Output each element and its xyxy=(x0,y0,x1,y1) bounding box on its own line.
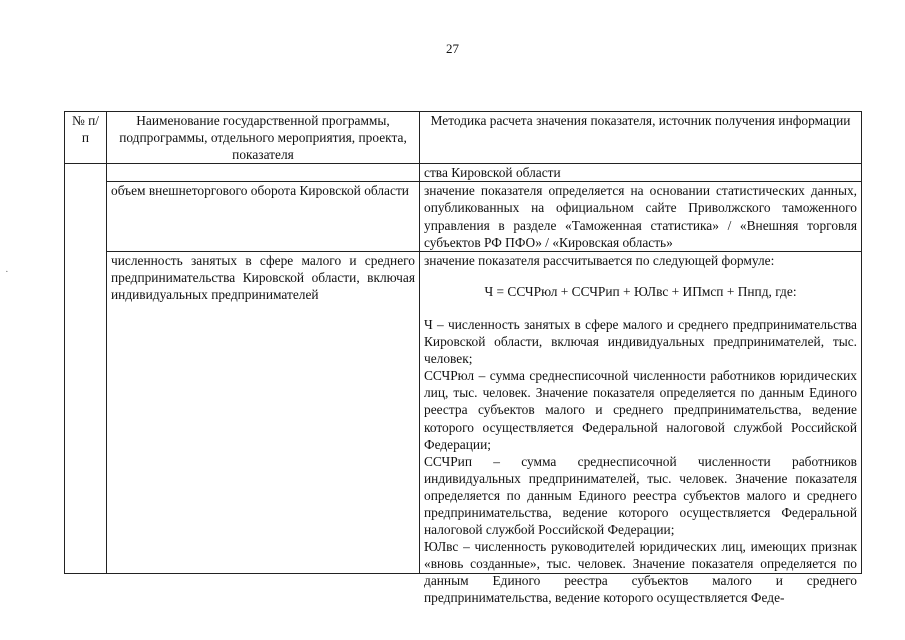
method-intro: значение показателя рассчитывается по следующей формуле: xyxy=(424,252,775,268)
row-method-cell xyxy=(420,251,862,606)
header-number: № п/п xyxy=(65,112,107,164)
scan-artifact: · xyxy=(5,266,9,278)
indicator-method-table xyxy=(64,111,862,606)
table-row xyxy=(65,164,862,182)
row-method-cell: значение показателя определяется на основании статистических данных, опубликованных на официальном сайте Приволжского таможенного управления в разделе «Таможенная статистика» / «Внешняя торговля субъектов РФ ПФО» / «Кировская область» xyxy=(420,182,862,251)
definition-item: ЮЛвс – численность руководителей юридических лиц, имеющих признак «вновь созданные», тыс. человек. Значение показателя определяется по данным Единого реестра субъектов малого и среднего предпринимательства, ведение которого осуществляется Феде- xyxy=(424,539,857,606)
table-row xyxy=(65,251,862,573)
table-header-row xyxy=(65,112,862,164)
header-method: Методика расчета значения показателя, источник получения информации xyxy=(420,112,862,164)
table-row xyxy=(65,182,862,251)
formula: Ч = ССЧРюл + ССЧРип + ЮЛвс + ИПмсп + Пнпд, где: xyxy=(484,283,797,299)
row-number-cell xyxy=(65,164,107,574)
row-method-cell: ства Кировской области xyxy=(420,164,862,182)
definition-item: ССЧРип – сумма среднесписочной численности работников индивидуальных предпринимателей, тыс. человек. Значение показателя определяется по данным Единого реестра субъектов малого и среднего предпринимательства, ведение которого осуществляется Федеральной налоговой службой Российской Федерации; xyxy=(424,453,857,538)
definition-item: ССЧРюл – сумма среднесписочной численности работников юридических лиц, тыс. человек. Значение показателя определяется по данным Единого реестра субъектов малого и среднего предпринимательства, ведение которого осуществляется Федеральной налоговой службой Российской Федерации; xyxy=(424,368,857,452)
row-name-cell: объем внешнеторгового оборота Кировской области xyxy=(107,182,420,251)
definition-item: Ч – численность занятых в сфере малого и среднего предпринимательства Кировской области, включая индивидуальных предпринимателей, тыс. человек; xyxy=(424,316,857,367)
header-name: Наименование государственной программы, подпрограммы, отдельного мероприятия, проекта, показателя xyxy=(107,112,420,164)
row-name-cell: численность занятых в сфере малого и среднего предпринимательства Кировской области, включая индивидуальных предпринимателей xyxy=(107,251,420,573)
page-number: 27 xyxy=(446,41,459,56)
row-name-cell xyxy=(107,164,420,182)
